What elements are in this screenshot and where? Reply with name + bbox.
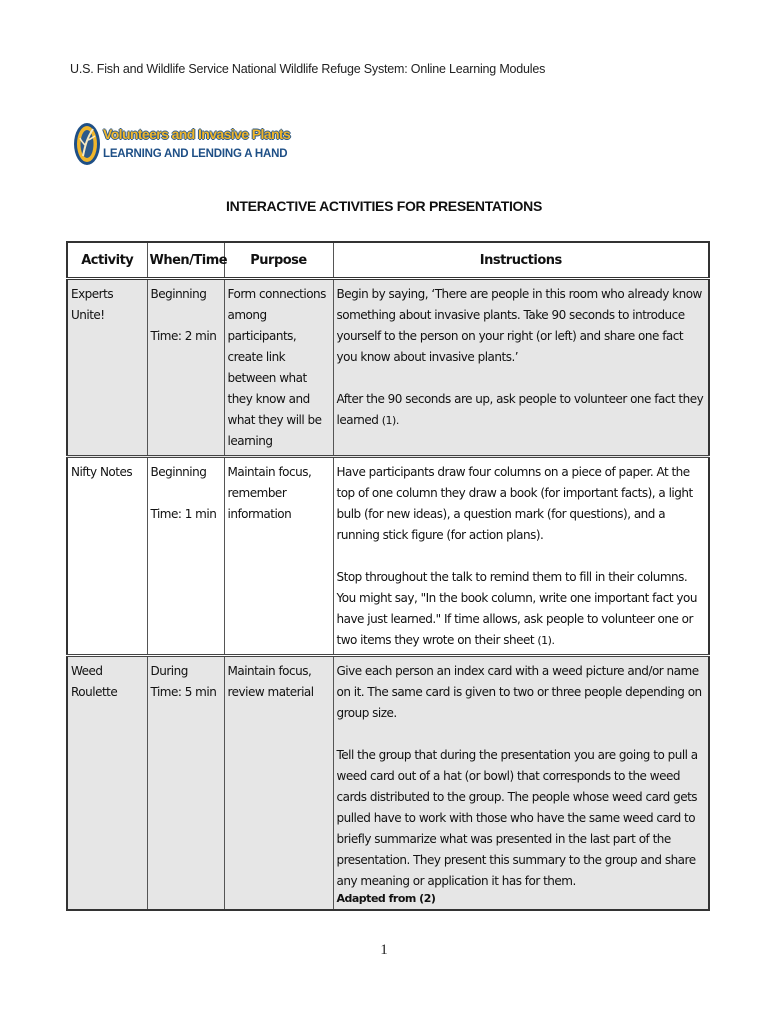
time-text: Time: 2 min xyxy=(150,329,217,343)
page-number: 1 xyxy=(380,942,388,958)
header-instructions: Instructions xyxy=(333,242,709,279)
instructions-paragraph: Tell the group that during the presentation you are going to pull a weed card out of a hat (or bowl) that corresponds to the weed cards distributed to the group. The people whose weed card gets pulled have to work with those who have the same weed card to briefly summarize what was presented in the last part of the presentation. They present this summary to the group and share any meaning or application it has for them. xyxy=(336,748,698,888)
adapted-from-note: Adapted from (2) xyxy=(336,892,436,905)
activity-cell: Experts Unite! xyxy=(67,279,147,457)
when-text: Beginning xyxy=(150,465,207,479)
citation: (1). xyxy=(381,414,399,427)
table-row xyxy=(67,656,709,911)
activity-cell: Nifty Notes xyxy=(67,457,147,656)
instructions-paragraph xyxy=(337,389,706,431)
time-text: Time: 1 min xyxy=(150,507,217,521)
time-text: Time: 5 min xyxy=(150,685,217,699)
when-time-cell xyxy=(147,279,224,457)
leaf-emblem-icon xyxy=(72,120,104,168)
running-header: U.S. Fish and Wildlife Service National Wildlife Refuge System: Online Learning Modules xyxy=(70,62,546,76)
citation: (1). xyxy=(537,634,555,647)
when-text: Beginning xyxy=(150,287,207,301)
purpose-cell: Maintain focus, remember information xyxy=(224,457,333,656)
when-text: During xyxy=(150,664,188,678)
header-activity: Activity xyxy=(67,242,147,279)
instructions-paragraph xyxy=(337,567,706,651)
logo xyxy=(72,118,291,174)
instructions-paragraph: Have participants draw four columns on a piece of paper. At the top of one column they draw a book (for important facts), a light bulb (for new ideas), a question mark (for questions), and a running stick figure (for action plans). xyxy=(336,465,693,542)
purpose-cell: Maintain focus, review material xyxy=(224,656,333,911)
purpose-cell: Form connections among participants, create link between what they know and what they will be learning xyxy=(224,279,333,457)
table-row xyxy=(67,279,709,457)
table-row xyxy=(67,457,709,656)
instructions-cell xyxy=(333,457,709,656)
document-title: INTERACTIVE ACTIVITIES FOR PRESENTATIONS xyxy=(226,198,542,214)
instructions-cell xyxy=(333,656,709,911)
activity-cell: Weed Roulette xyxy=(67,656,147,911)
when-time-cell xyxy=(147,656,224,911)
instructions-paragraph: Give each person an index card with a weed picture and/or name on it. The same card is given to two or three people depending on group size. xyxy=(336,664,702,720)
instructions-cell xyxy=(333,279,709,457)
when-time-cell xyxy=(147,457,224,656)
activities-table xyxy=(66,241,710,911)
logo-title: Volunteers and Invasive Plants xyxy=(103,126,291,142)
table-header-row xyxy=(67,242,709,279)
instructions-text: Stop throughout the talk to remind them to fill in their columns. You might say, "In the book column, write one important fact you have just learned." If time allows, ask people to volunteer one or two items they wrote on their sheet xyxy=(336,570,697,647)
header-purpose: Purpose xyxy=(224,242,333,279)
logo-tagline: LEARNING AND LENDING A HAND xyxy=(103,148,288,160)
header-when-time: When/Time xyxy=(147,242,224,279)
instructions-text: After the 90 seconds are up, ask people to volunteer one fact they learned xyxy=(336,392,704,427)
instructions-paragraph: Begin by saying, ‘There are people in this room who already know something about invasive plants. Take 90 seconds to introduce yourself to the person on your right (or left) and share one fact you know about invasive plants.’ xyxy=(336,287,702,364)
